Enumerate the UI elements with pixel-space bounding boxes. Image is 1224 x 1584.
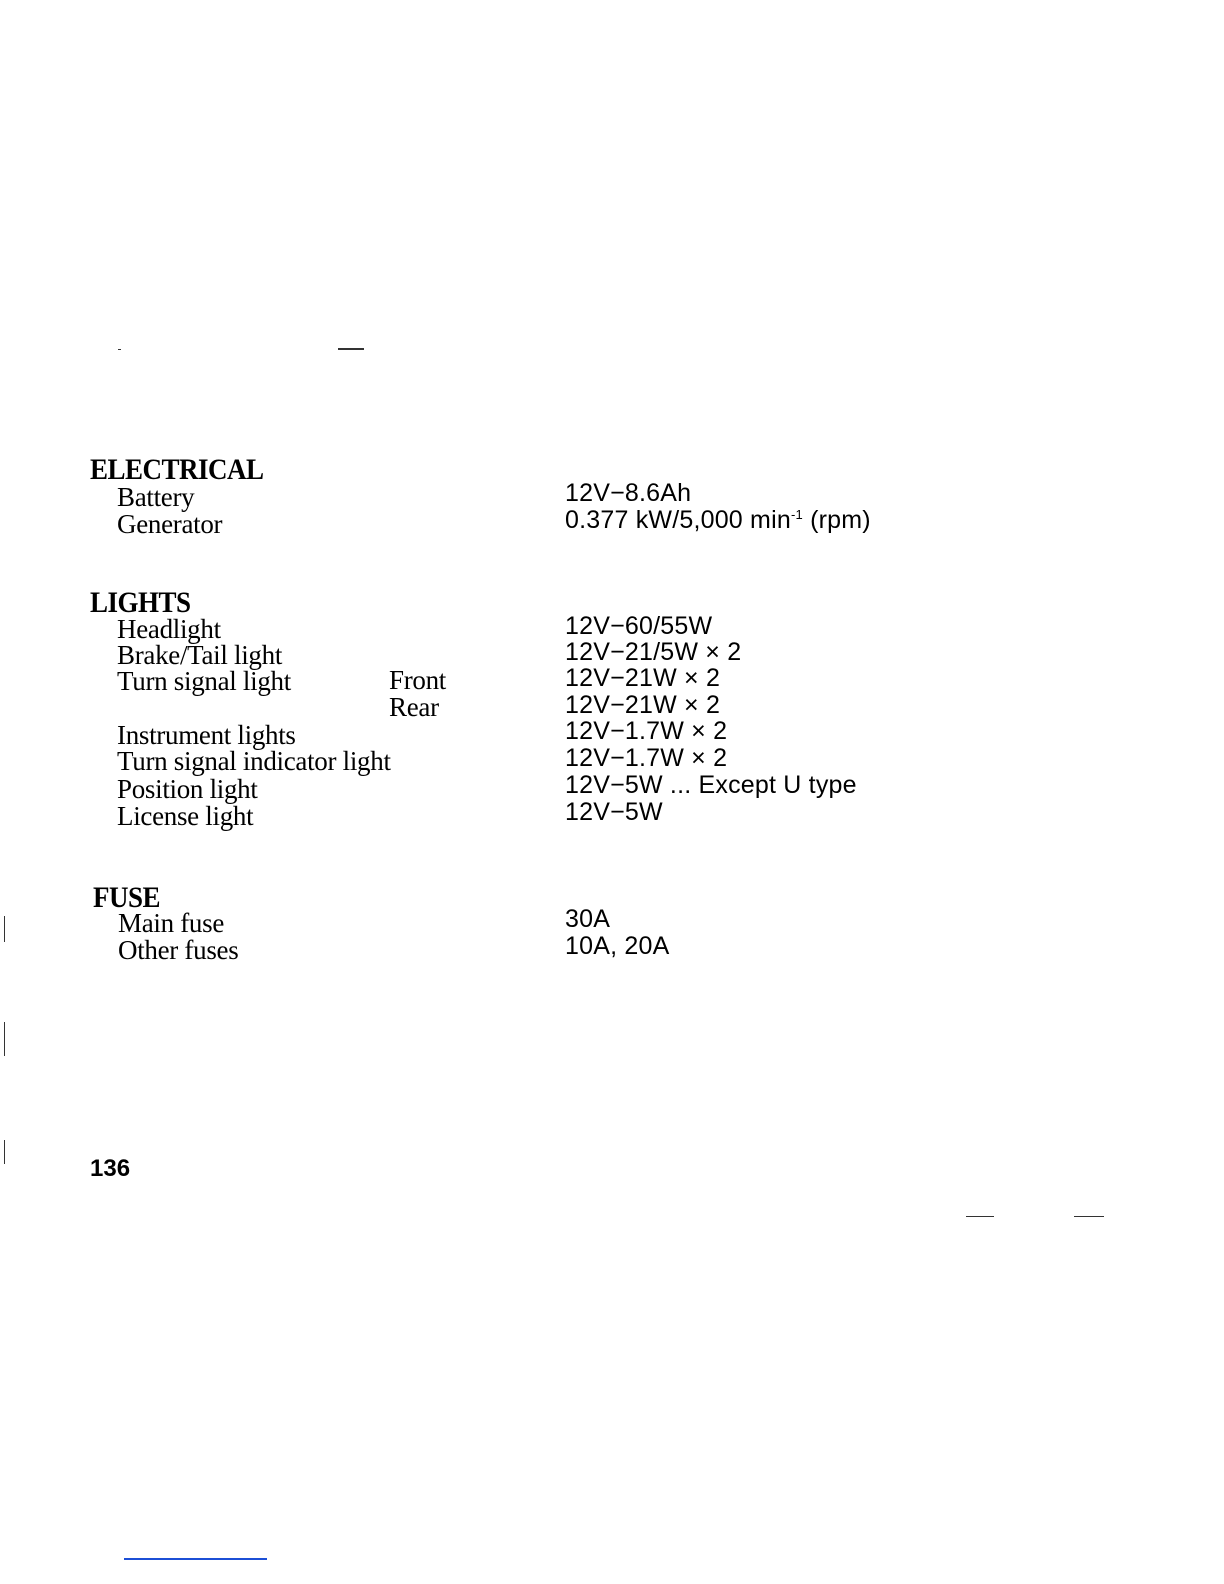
scan-mark	[966, 1216, 994, 1217]
other-fuses-value: 10A, 20A	[565, 932, 670, 960]
generator-value-unit: (rpm)	[802, 506, 871, 534]
position-light-label: Position light	[117, 774, 258, 804]
turn-signal-front-value: 12V−21W × 2	[565, 664, 721, 692]
scan-mark	[1074, 1216, 1104, 1217]
main-fuse-value: 30A	[565, 905, 611, 933]
instrument-lights-label: Instrument lights	[117, 720, 296, 750]
other-fuses-label: Other fuses	[118, 935, 239, 965]
turn-signal-rear-label: Rear	[389, 692, 439, 722]
section-heading-fuse: FUSE	[93, 880, 161, 914]
headlight-label: Headlight	[117, 614, 221, 644]
scan-mark	[4, 916, 5, 942]
generator-value-exponent: -1	[790, 507, 803, 522]
headlight-value: 12V−60/55W	[565, 612, 713, 640]
generator-value	[565, 508, 871, 533]
brake-tail-label: Brake/Tail light	[117, 640, 283, 670]
instrument-lights-value: 12V−1.7W × 2	[565, 717, 728, 745]
turn-signal-label: Turn signal light	[117, 666, 291, 696]
turn-signal-front-label: Front	[389, 665, 447, 695]
page-number: 136	[90, 1155, 131, 1182]
main-fuse-label: Main fuse	[118, 908, 225, 938]
position-light-value: 12V−5W ... Except U type	[565, 771, 857, 799]
license-light-label: License light	[117, 801, 254, 831]
scan-mark	[338, 348, 364, 350]
battery-value: 12V−8.6Ah	[565, 479, 692, 507]
scan-mark	[4, 1140, 5, 1164]
battery-label: Battery	[117, 482, 195, 512]
scan-mark	[4, 1022, 5, 1056]
license-light-value: 12V−5W	[565, 798, 663, 826]
generator-label: Generator	[117, 509, 223, 539]
section-heading-lights: LIGHTS	[90, 585, 191, 619]
generator-value-main: 0.377 kW/5,000 min	[565, 506, 791, 534]
turn-signal-rear-value: 12V−21W × 2	[565, 691, 721, 719]
turn-indicator-value: 12V−1.7W × 2	[565, 744, 728, 772]
brake-tail-value: 12V−21/5W × 2	[565, 638, 742, 666]
bottom-blue-rule	[124, 1558, 267, 1560]
scan-mark	[118, 349, 121, 350]
section-heading-electrical: ELECTRICAL	[90, 452, 264, 486]
turn-indicator-label: Turn signal indicator light	[117, 746, 391, 776]
